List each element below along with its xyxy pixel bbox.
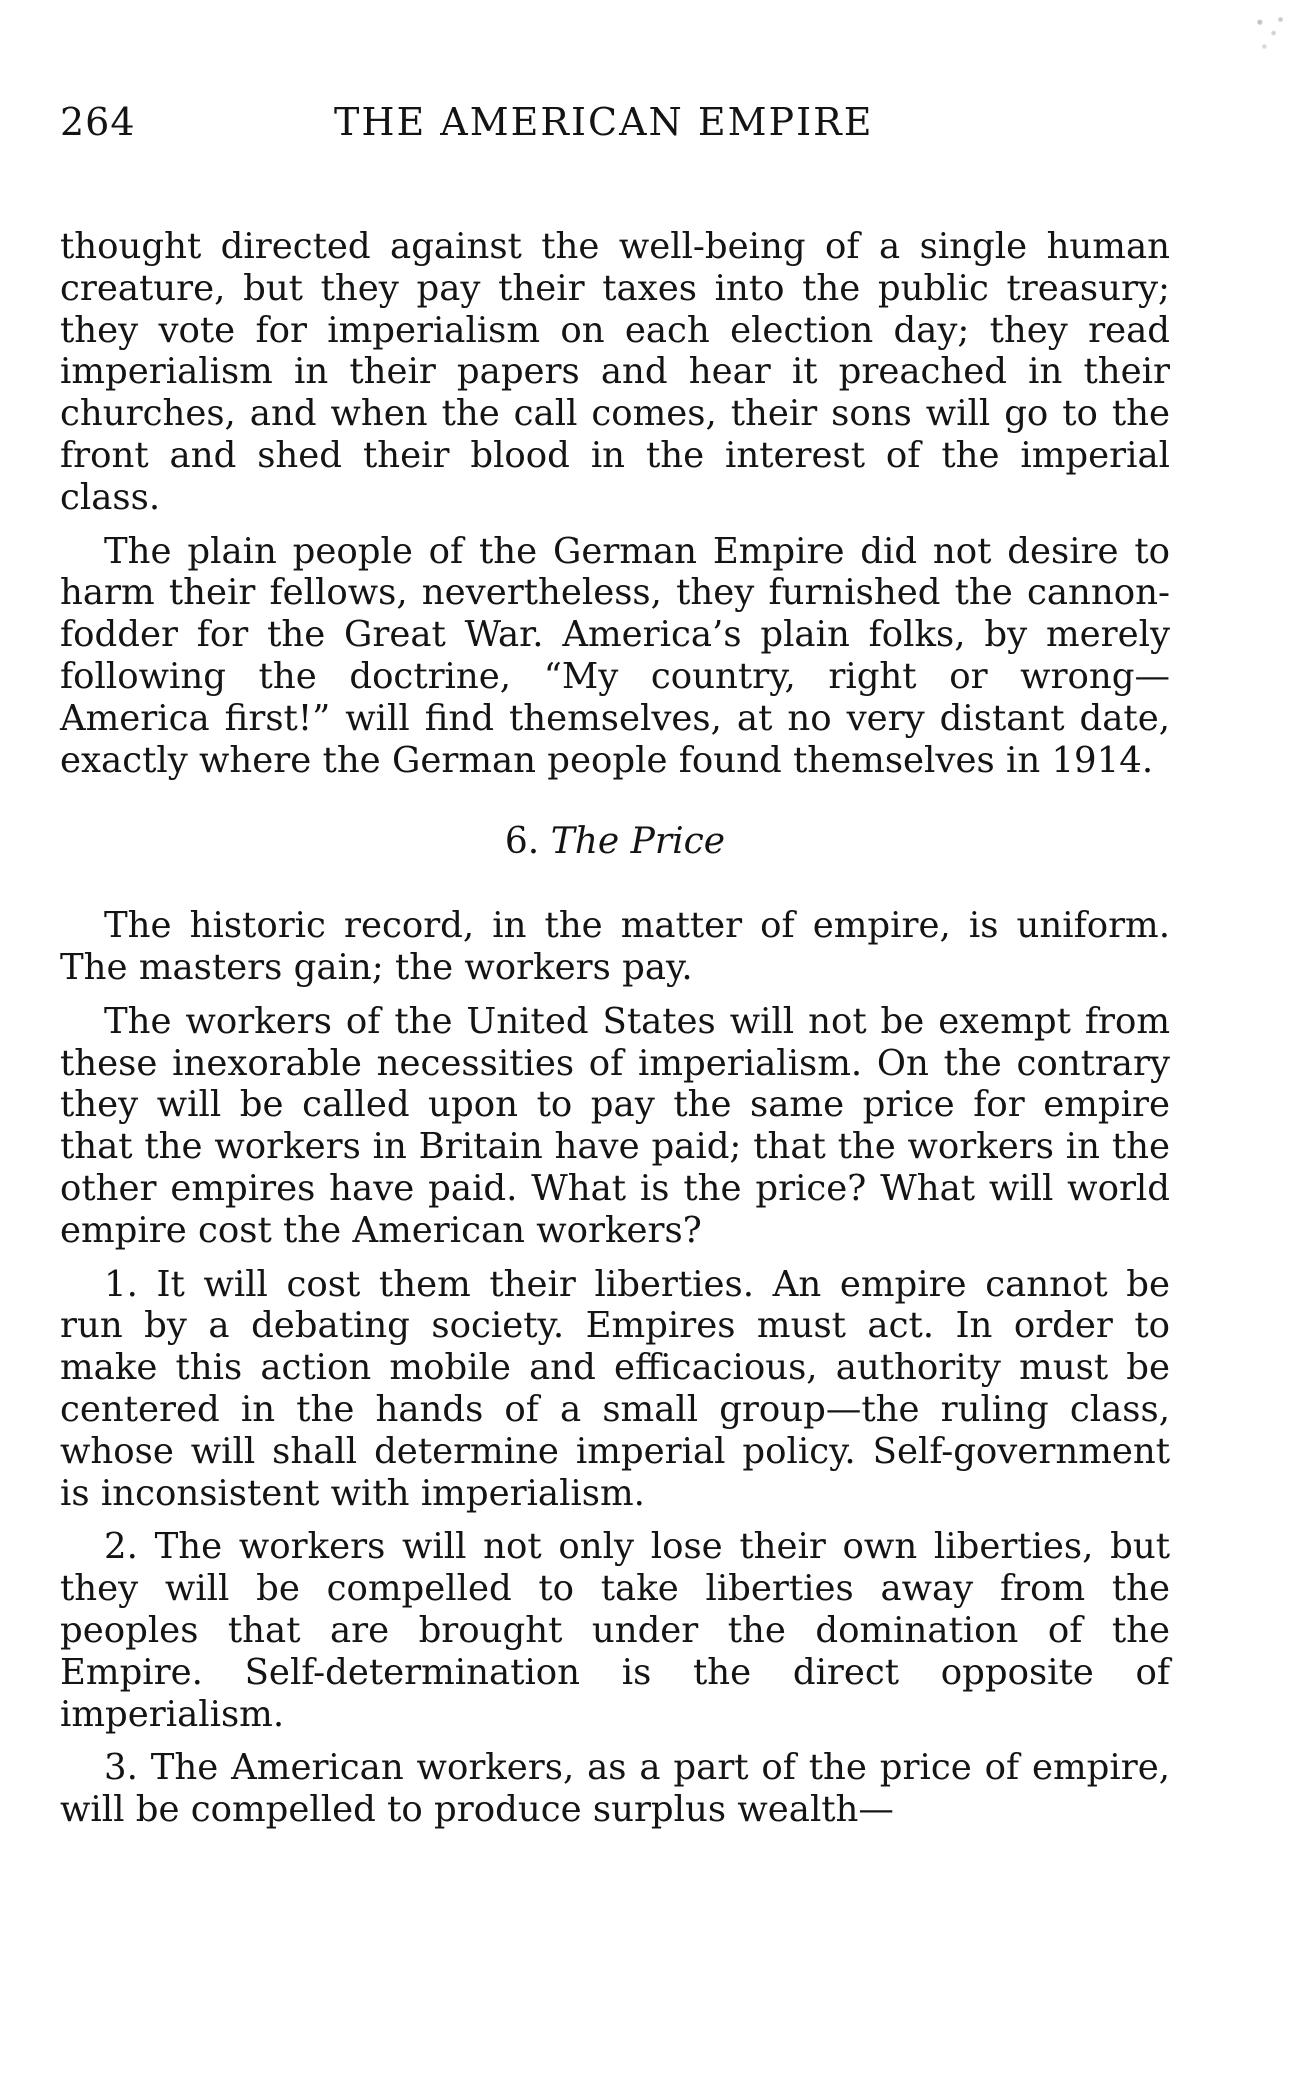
paragraph-point-3: 3. The American workers, as a part of the price of empire, will be compelled to produce surplus wealth—	[60, 1747, 1170, 1831]
paragraph-continuation: thought directed against the well-being of a single human creature, but they pay their taxes into the public treasury; they vote for imperialism on each election day; they read imperialism in their papers and hear it preached in their churches, and when the call comes, their sons will go to the front and shed their blood in the interest of the imperial class.	[60, 226, 1170, 518]
body-text	[60, 226, 1170, 1831]
paragraph-german-empire: The plain people of the German Empire did not desire to harm their fellows, nevertheless, they furnished the cannon-fodder for the Great War. America’s plain folks, by merely following the doctrine, “My country, right or wrong—America first!” will find themselves, at no very distant date, exactly where the German people found themselves in 1914.	[60, 530, 1170, 781]
paragraph-point-1: 1. It will cost them their liberties. An empire cannot be run by a debating society. Empires must act. In order to make this action mobile and efficacious, authority must be centered in the hands of a small group—the ruling class, whose will shall determine imperial policy. Self-government is inconsistent with imperialism.	[60, 1263, 1170, 1514]
page-number: 264	[60, 100, 136, 144]
section-heading	[60, 821, 1170, 863]
page-speckle	[1246, 6, 1292, 60]
page-header	[60, 100, 1170, 160]
running-title: THE AMERICAN EMPIRE	[334, 100, 874, 144]
section-number: 6.	[504, 821, 540, 863]
paragraph-point-2: 2. The workers will not only lose their own liberties, but they will be compelled to take liberties away from the peoples that are brought under the domination of the Empire. Self-determination is the direct opposite of imperialism.	[60, 1526, 1170, 1735]
section-title: The Price	[550, 821, 726, 863]
paragraph-historic-record: The historic record, in the matter of empire, is uniform. The masters gain; the workers pay.	[60, 905, 1170, 988]
paragraph-workers-price: The workers of the United States will not be exempt from these inexorable necessities of imperialism. On the contrary they will be called upon to pay the same price for empire that the workers in Britain have paid; that the workers in the other empires have paid. What is the price? What will world empire cost the American workers?	[60, 1000, 1170, 1251]
